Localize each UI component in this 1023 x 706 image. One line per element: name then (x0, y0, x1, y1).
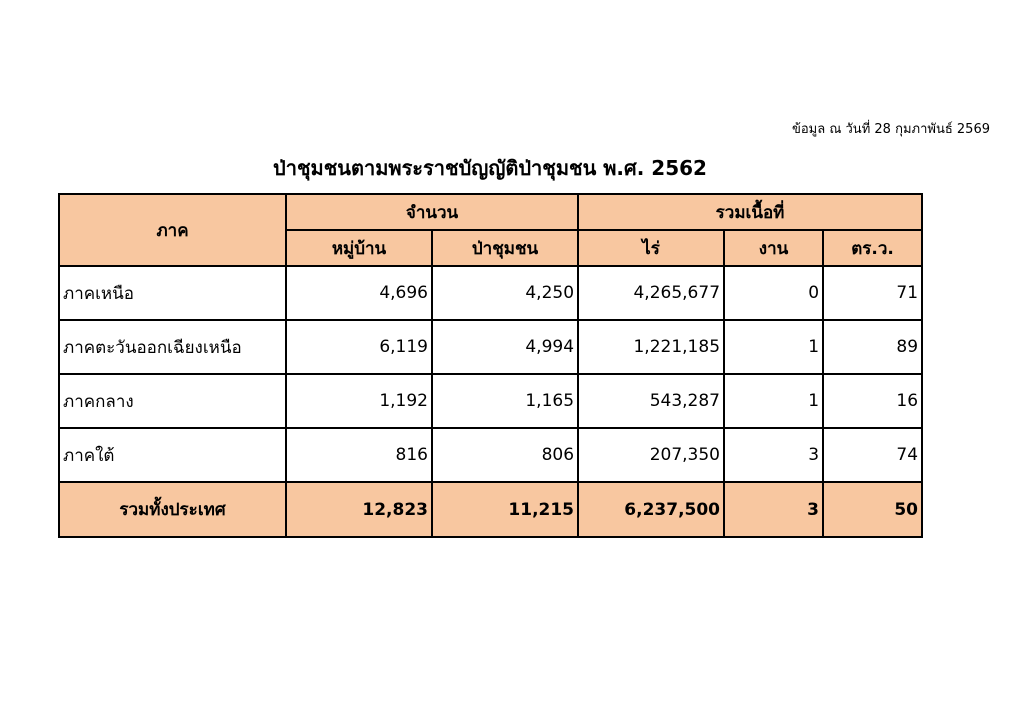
region-cell: ภาคตะวันออกเฉียงเหนือ (59, 320, 286, 374)
villages-cell: 1,192 (286, 374, 432, 428)
forests-cell: 806 (432, 428, 578, 482)
ngan-cell: 1 (724, 320, 823, 374)
region-cell: ภาคกลาง (59, 374, 286, 428)
forests-cell: 1,165 (432, 374, 578, 428)
ngan-cell: 0 (724, 266, 823, 320)
rai-cell: 207,350 (578, 428, 724, 482)
total-villages: 12,823 (286, 482, 432, 537)
rai-cell: 1,221,185 (578, 320, 724, 374)
header-ngan: งาน (724, 230, 823, 266)
region-cell: ภาคเหนือ (59, 266, 286, 320)
table-row (59, 266, 922, 320)
header-villages: หมู่บ้าน (286, 230, 432, 266)
sqwa-cell: 16 (823, 374, 922, 428)
table-title: ป่าชุมชนตามพระราชบัญญัติป่าชุมชน พ.ศ. 2562 (273, 156, 707, 180)
ngan-cell: 3 (724, 428, 823, 482)
total-row (59, 482, 922, 537)
sqwa-cell: 89 (823, 320, 922, 374)
header-count-group: จำนวน (286, 194, 578, 230)
total-ngan: 3 (724, 482, 823, 537)
total-label: รวมทั้งประเทศ (59, 482, 286, 537)
region-cell: ภาคใต้ (59, 428, 286, 482)
sqwa-cell: 71 (823, 266, 922, 320)
sqwa-cell: 74 (823, 428, 922, 482)
forests-cell: 4,994 (432, 320, 578, 374)
rai-cell: 4,265,677 (578, 266, 724, 320)
table-row (59, 428, 922, 482)
header-area-group: รวมเนื้อที่ (578, 194, 922, 230)
table-row (59, 374, 922, 428)
total-rai: 6,237,500 (578, 482, 724, 537)
villages-cell: 6,119 (286, 320, 432, 374)
rai-cell: 543,287 (578, 374, 724, 428)
community-forest-table (58, 193, 923, 538)
header-forests: ป่าชุมชน (432, 230, 578, 266)
forests-cell: 4,250 (432, 266, 578, 320)
header-row-1 (59, 194, 922, 230)
header-rai: ไร่ (578, 230, 724, 266)
header-region: ภาค (59, 194, 286, 266)
villages-cell: 4,696 (286, 266, 432, 320)
header-sqwa: ตร.ว. (823, 230, 922, 266)
total-forests: 11,215 (432, 482, 578, 537)
villages-cell: 816 (286, 428, 432, 482)
table-row (59, 320, 922, 374)
total-sqwa: 50 (823, 482, 922, 537)
ngan-cell: 1 (724, 374, 823, 428)
data-as-of-date: ข้อมูล ณ วันที่ 28 กุมภาพันธ์ 2569 (791, 122, 990, 137)
